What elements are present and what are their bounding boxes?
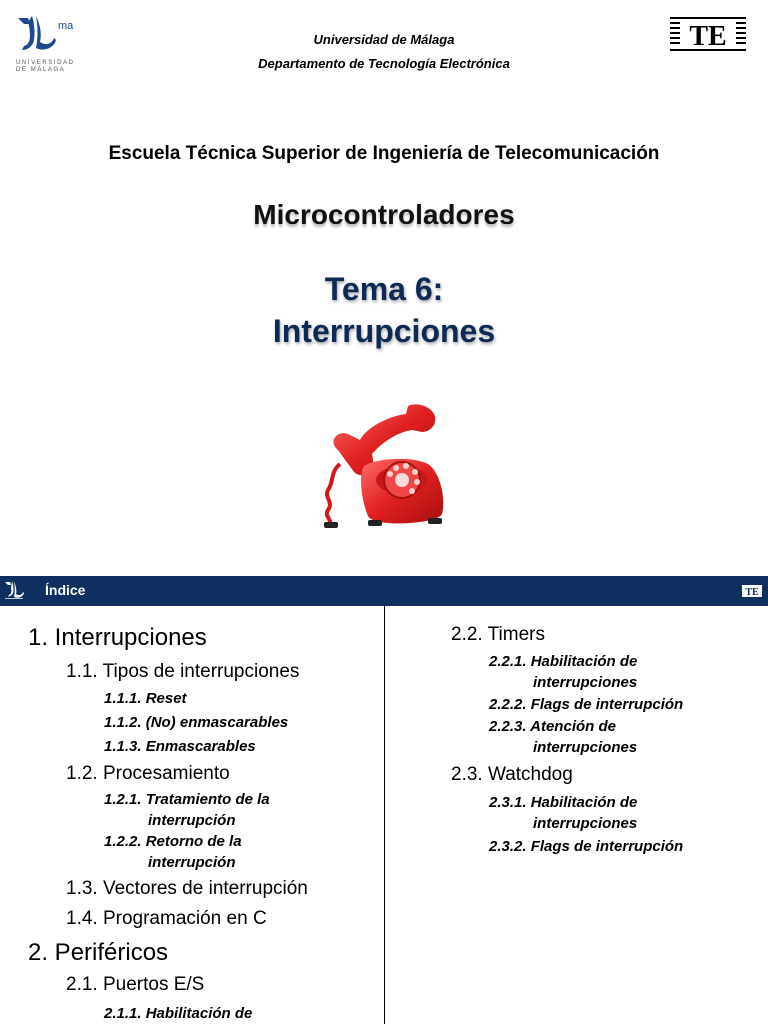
course-title: Microcontroladores <box>253 199 515 230</box>
uma-superscript: ma <box>58 20 74 32</box>
te-small-logo-icon <box>742 585 762 597</box>
topic-name: Interrupciones <box>272 313 496 349</box>
index-item-1-2-1 <box>104 789 270 831</box>
school-name: Escuela Técnica Superior de Ingeniería de Telecomunicación <box>108 143 660 164</box>
index-item-2-1-1: 2.1.1. Habilitación de <box>104 1005 253 1022</box>
svg-text:TE: TE <box>745 587 759 597</box>
index-item-2-3-1-line2: interrupciones <box>533 815 638 832</box>
index-item-2-3-1-line1: 2.3.1. Habilitación de <box>489 794 638 811</box>
index-item-1-3: 1.3. Vectores de interrupción <box>66 878 308 899</box>
index-item-1-2-2-line2: interrupción <box>148 854 236 871</box>
index-item-1-2-1-line1: 1.2.1. Tratamiento de la <box>104 791 270 808</box>
uma-caption-line2: DE MÁLAGA <box>16 67 66 73</box>
header-text <box>0 28 768 76</box>
index-item-2-2-1-line2: interrupciones <box>533 674 638 691</box>
index-item-1-4: 1.4. Programación en C <box>66 908 267 929</box>
index-item-2-3-1 <box>489 792 637 834</box>
index-item-2-2-1-line1: 2.2.1. Habilitación de <box>489 653 638 670</box>
uma-small-logo-icon <box>4 580 26 600</box>
index-slide <box>0 576 768 1024</box>
index-item-1-1-1: 1.1.1. Reset <box>104 690 187 707</box>
index-item-1-2-2-line1: 1.2.2. Retorno de la <box>104 833 242 850</box>
index-item-2-2-1 <box>489 651 637 693</box>
index-item-2-1: 2.1. Puertos E/S <box>66 974 205 995</box>
index-item-2-3: 2.3. Watchdog <box>451 764 573 785</box>
university-name: Universidad de Málaga <box>313 32 455 47</box>
index-item-2-2-2: 2.2.2. Flags de interrupción <box>489 696 684 713</box>
index-item-1-2: 1.2. Procesamiento <box>66 763 230 784</box>
column-divider <box>384 606 385 1024</box>
index-item-1-1: 1.1. Tipos de interrupciones <box>66 661 300 682</box>
index-item-1-1-3: 1.1.3. Enmascarables <box>104 738 256 755</box>
te-logo-text: TE <box>689 21 727 52</box>
topic-number: Tema 6: <box>324 271 444 307</box>
department-name: Departamento de Tecnología Electrónica <box>258 56 510 71</box>
index-item-2-2-3-line2: interrupciones <box>533 739 638 756</box>
topic-title <box>0 268 768 352</box>
index-item-1-1-2: 1.1.2. (No) enmascarables <box>104 714 289 731</box>
index-item-1-2-2 <box>104 831 242 873</box>
te-logo-icon <box>670 16 746 52</box>
index-item-1-2-1-line2: interrupción <box>148 812 236 829</box>
index-item-2-2-3-line1: 2.2.3. Atención de <box>489 718 616 735</box>
red-telephone-icon <box>316 402 452 540</box>
uma-caption-line1: UNIVERSIDAD <box>16 60 75 66</box>
slide-title: Índice <box>45 582 86 598</box>
index-item-2-2: 2.2. Timers <box>451 624 545 645</box>
index-item-2-3-2: 2.3.2. Flags de interrupción <box>489 838 684 855</box>
title-bar <box>0 576 768 606</box>
index-item-2: 2. Periféricos <box>28 939 169 966</box>
index-item-2-2-3 <box>489 716 637 758</box>
index-item-1: 1. Interrupciones <box>28 624 207 651</box>
